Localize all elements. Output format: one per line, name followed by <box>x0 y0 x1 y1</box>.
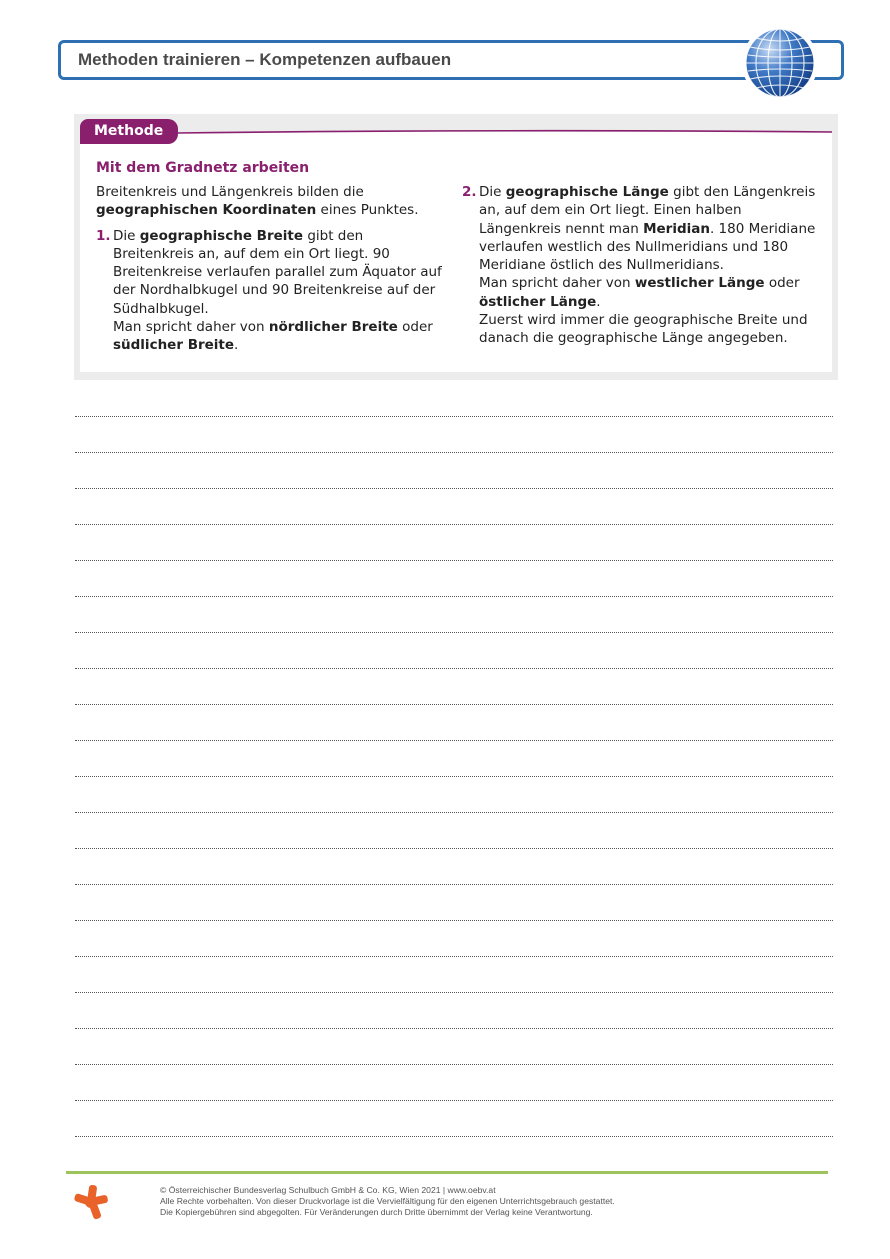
writing-line[interactable] <box>75 812 833 813</box>
writing-line[interactable] <box>75 560 833 561</box>
footer-line: Alle Rechte vorbehalten. Von dieser Druckvorlage ist die Vervielfältigung für den eigenen Unterrichtsgebrauch gestattet. <box>160 1196 615 1206</box>
writing-line[interactable] <box>75 1028 833 1029</box>
page-title: Methoden trainieren – Kompetenzen aufbauen <box>78 50 452 69</box>
writing-line[interactable] <box>75 524 833 525</box>
writing-line[interactable] <box>75 452 833 453</box>
globe-icon <box>742 25 818 101</box>
writing-line[interactable] <box>75 704 833 705</box>
writing-line[interactable] <box>75 596 833 597</box>
writing-line[interactable] <box>75 776 833 777</box>
method-item-latitude: 1. Die geographische Breite gibt den Breitenkreis an, auf dem ein Ort liegt. 90 Breitenkreise verlaufen parallel zum Äquator auf der Nordhalbkugel und 90 Breitenkreise auf der Südhalbkugel. Man spricht daher von nördlicher Breite oder südlicher Breite. <box>96 227 442 354</box>
method-divider <box>176 127 832 137</box>
method-right-column <box>462 183 822 348</box>
method-left-column <box>96 183 446 355</box>
method-item-longitude: 2. Die geographische Länge gibt den Längenkreis an, auf dem ein Ort liegt. Einen halben Längenkreis nennt man Meridian. 180 Meridiane verlaufen westlich des Nullmeridians und 180 Meridiane östlich des Nullmeridians. Man spricht daher von westlicher Länge oder östlicher Länge. Zuerst wird immer die geographische Breite und danach die geographische Länge angegeben. <box>462 184 816 347</box>
footer-line: Die Kopiergebühren sind abgegolten. Für Veränderungen durch Dritte übernimmt der Verlag keine Verantwortung. <box>160 1207 593 1217</box>
writing-line[interactable] <box>75 632 833 633</box>
writing-line[interactable] <box>75 1136 833 1137</box>
footer-copyright <box>160 1185 820 1218</box>
writing-line[interactable] <box>75 488 833 489</box>
writing-line[interactable] <box>75 920 833 921</box>
writing-line[interactable] <box>75 668 833 669</box>
writing-line[interactable] <box>75 416 833 417</box>
writing-line[interactable] <box>75 992 833 993</box>
oebv-logo-icon <box>72 1183 110 1221</box>
writing-line[interactable] <box>75 1100 833 1101</box>
method-tab: Methode <box>80 119 178 144</box>
footer-rule <box>66 1171 828 1174</box>
writing-line[interactable] <box>75 884 833 885</box>
writing-line[interactable] <box>75 848 833 849</box>
item-number: 2. <box>462 184 477 200</box>
writing-line[interactable] <box>75 740 833 741</box>
method-heading: Mit dem Gradnetz arbeiten <box>96 160 310 176</box>
writing-line[interactable] <box>75 1064 833 1065</box>
footer-line: © Österreichischer Bundesverlag Schulbuch GmbH & Co. KG, Wien 2021 | www.oebv.at <box>160 1185 496 1195</box>
method-intro: Breitenkreis und Längenkreis bilden die geographischen Koordinaten eines Punktes. <box>96 184 419 219</box>
writing-line[interactable] <box>75 956 833 957</box>
item-number: 1. <box>96 227 111 244</box>
